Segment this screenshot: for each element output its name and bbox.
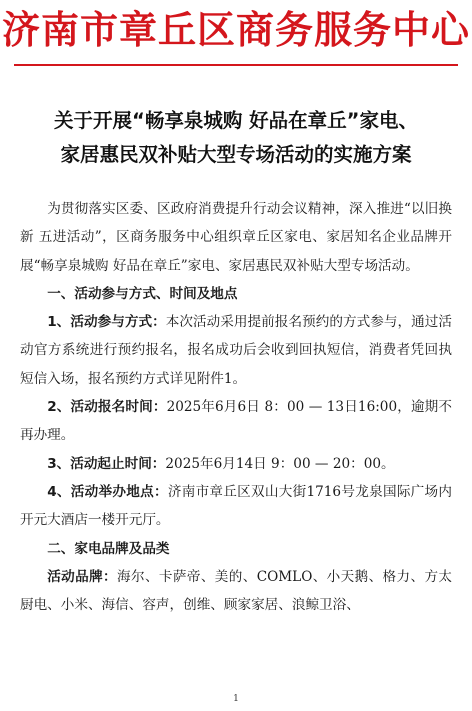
title-line-1: 关于开展“畅享泉城购 好品在章丘”家电、 [54,109,418,132]
document-body [20,195,452,619]
title-line-2: 家居惠民双补贴大型专场活动的实施方案 [60,143,412,166]
item-3-paragraph [20,450,452,478]
item-2-label: 2、活动报名时间： [47,399,167,416]
brands-label: 活动品牌： [47,568,118,585]
header-red-rule [14,64,458,66]
item-1-paragraph [20,308,452,393]
item-1-text: 本次活动采用提前报名预约的方式参与，通过活动官方系统进行预约报名，报名成功后会收到回执短信，消费者凭回执短信入场，报名预约方式详见附件1。 [20,314,452,387]
brands-paragraph [20,563,452,620]
item-1-label: 1、活动参与方式： [47,314,166,331]
document-title [16,104,456,172]
intro-paragraph: 为贯彻落实区委、区政府消费提升行动会议精神，深入推进“以旧换新 五进活动”，区商务服务中心组织章丘区家电、家居知名企业品牌开展“畅享泉城购 好品在章丘”家电、家居惠民双补贴大型专场活动。 [20,201,452,274]
item-2-paragraph [20,393,452,450]
page-number: 1 [233,694,239,704]
item-4-paragraph [20,478,452,535]
item-3-label: 3、活动起止时间： [47,455,166,472]
issuing-org-header: 济南市章丘区商务服务中心 [1,7,470,52]
section-2-heading: 二、家电品牌及品类 [47,540,170,557]
item-4-label: 4、活动举办地点： [47,483,168,500]
item-3-text: 2025年6月14日 9：00 — 20：00。 [165,455,395,472]
item-4-text: 济南市章丘区双山大街1716号龙泉国际广场内开元大酒店一楼开元厅。 [20,483,452,529]
brands-text: 海尔、卡萨帝、美的、COMLO、小天鹅、格力、方太厨电、小米、海信、容声，创维、顾家家居、浪鲸卫浴、 [20,568,453,614]
item-2-text: 2025年6月6日 8：00 — 13日16:00，逾期不再办理。 [20,399,452,444]
section-1-heading: 一、活动参与方式、时间及地点 [47,285,238,302]
